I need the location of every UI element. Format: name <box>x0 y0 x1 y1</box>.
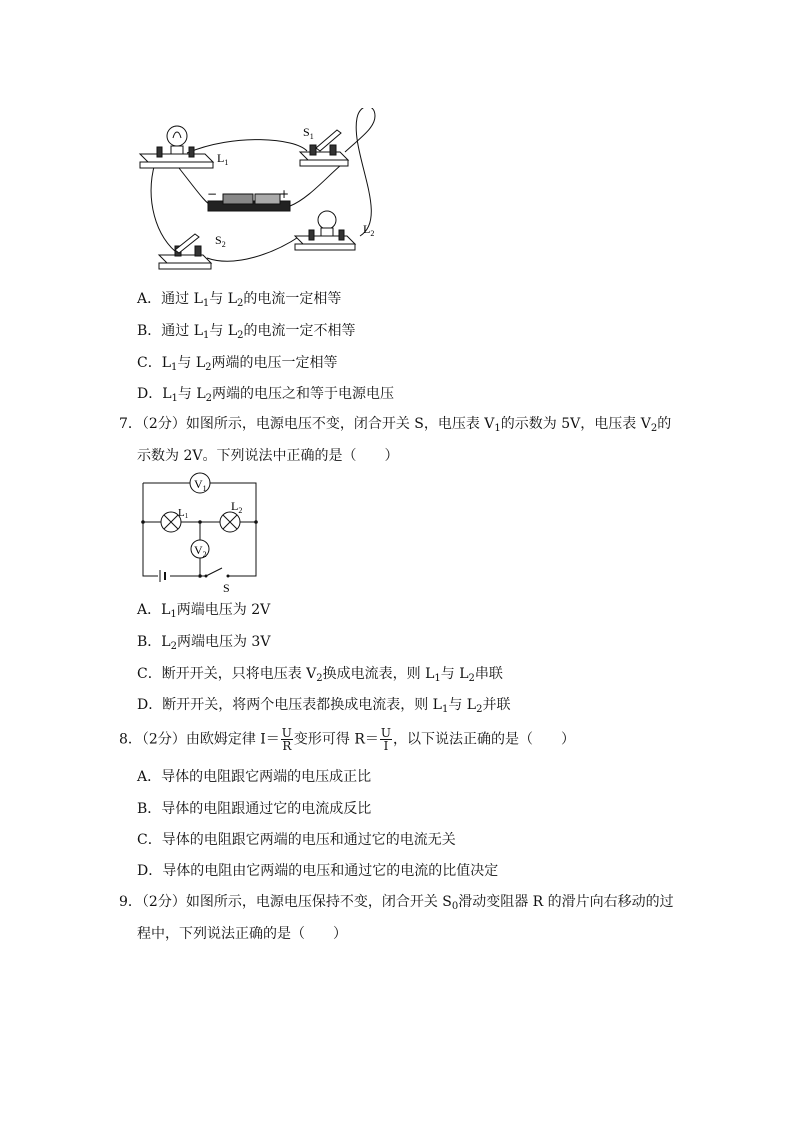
svg-text:S: S <box>223 581 230 595</box>
svg-text:L1: L1 <box>178 507 189 520</box>
switch-s2-board <box>159 234 211 269</box>
q7-circuit-diagram <box>138 472 263 597</box>
q7-option-a: A．$L_1$两端电压为 2V <box>137 602 271 620</box>
lamp-l2-board <box>295 211 355 250</box>
svg-text:S1: $S_1$ <box>303 125 314 141</box>
q8-option-a: A．导体的电阻跟它两端的电压成正比 <box>137 769 372 785</box>
svg-text:V1: $V_1$ <box>194 477 207 493</box>
q7-stem-line1: 7．（2分）如图所示，电源电压不变，闭合开关 S，电压表 $V_1$的示数为 5V，电压表 $V_2$的 <box>119 416 672 434</box>
circuit-photo-figure <box>135 108 395 278</box>
q6-option-b: B．通过 $L_1$与 $L_2$的电流一定不相等 <box>137 323 356 341</box>
resistance-fraction: $\frac{U}{I}$ <box>380 726 392 753</box>
lamp-l2-symbol <box>220 512 240 532</box>
q9-stem-line1: 9．（2分）如图所示，电源电压保持不变，闭合开关 $S_0$滑动变阻器 R 的滑片向右移动的过 <box>119 894 674 912</box>
q7-option-d: D．断开开关，将两个电压表都换成电流表，则 $L_1$与 $L_2$并联 <box>137 697 511 715</box>
q6-option-a: A．通过 $L_1$与 $L_2$的电流一定相等 <box>137 291 342 309</box>
q8-option-d: D．导体的电阻由它两端的电压和通过它的电流的比值决定 <box>137 863 499 879</box>
svg-text:S2: $S_2$ <box>215 233 226 249</box>
q8-option-b: B．导体的电阻跟通过它的电流成反比 <box>137 801 372 817</box>
battery-holder <box>208 194 290 211</box>
q6-option-d: D．$L_1$与 $L_2$两端的电压之和等于电源电压 <box>137 386 395 404</box>
svg-text:L2: $L_2$ <box>231 499 243 515</box>
svg-text:L2: $L_2$ <box>363 222 375 238</box>
q7-option-b: B．$L_2$两端电压为 3V <box>137 634 271 652</box>
q7-option-c: C．断开开关，只将电压表 $V_2$换成电流表，则 $L_1$与 $L_2$串联 <box>137 666 503 684</box>
svg-text:−: − <box>207 187 218 201</box>
svg-text:V2: $V_2$ <box>194 543 207 559</box>
lamp-l1-board <box>140 126 213 168</box>
q9-stem-line2: 程中，下列说法正确的是（ ） <box>137 926 347 942</box>
q8-option-c: C．导体的电阻跟它两端的电压和通过它的电流无关 <box>137 832 456 848</box>
q7-stem-line2: 示数为 2V。下列说法中正确的是（ ） <box>137 448 399 464</box>
ohm-law-fraction: $\frac{U}{R}$ <box>281 726 292 753</box>
svg-text:+: + <box>279 187 290 201</box>
q8-stem: 8．（2分）由欧姆定律 I＝ $\frac{U}{R}$ 变形可得 R＝ $\frac{U}{I}$ ，以下说法正确的是（ ） <box>119 726 576 753</box>
q6-option-c: C．$L_1$与 $L_2$两端的电压一定相等 <box>137 355 338 373</box>
svg-text:L1: $L_1$ <box>217 151 229 167</box>
